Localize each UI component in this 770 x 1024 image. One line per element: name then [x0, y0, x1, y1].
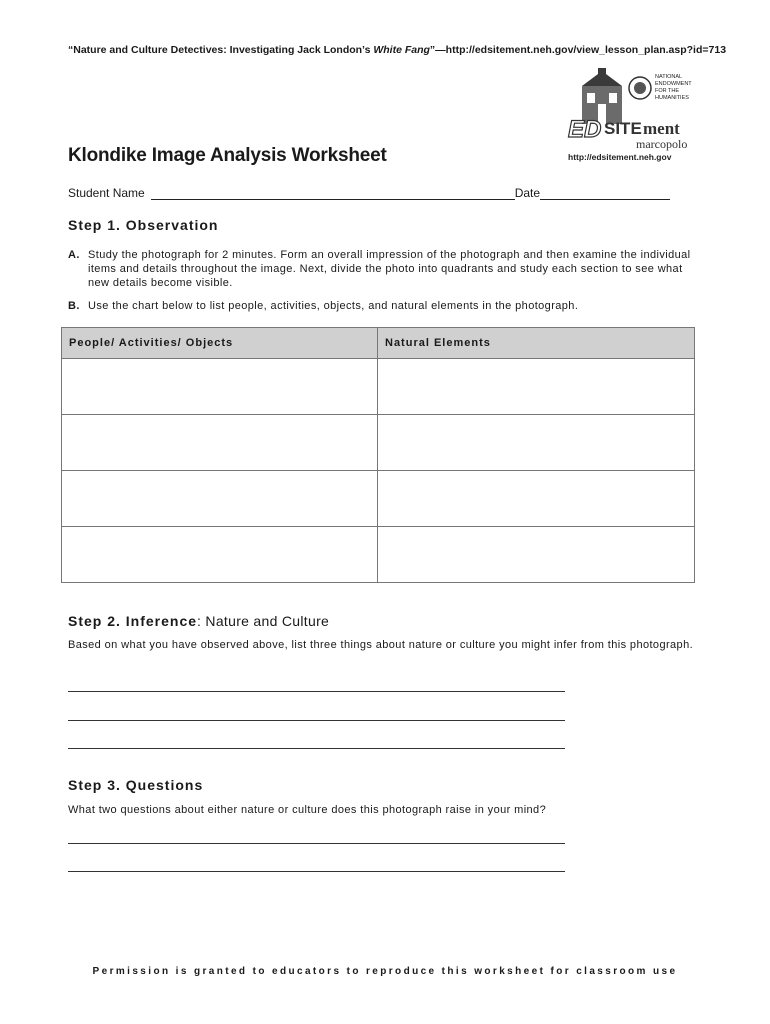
step2-heading: Step 2. Inference: Nature and Culture: [68, 613, 330, 629]
inference-answer-line[interactable]: [68, 691, 565, 692]
table-row: [62, 471, 695, 527]
table-cell[interactable]: [62, 359, 378, 415]
table-row: [62, 415, 695, 471]
step1-heading: Step 1. Observation: [68, 217, 219, 233]
table-cell[interactable]: [378, 471, 695, 527]
neh-seal-icon: [629, 77, 651, 99]
student-name-label: Student Name: [68, 186, 145, 200]
lesson-header: “Nature and Culture Detectives: Investigating Jack London’s White Fang”—http://edsitement.neh.gov/view_lesson_plan.asp?id=713: [68, 44, 727, 56]
item-a-marker: A.: [68, 249, 80, 261]
item-b-marker: B.: [68, 300, 80, 312]
question-answer-line[interactable]: [68, 843, 565, 844]
neh-line3: FOR THE: [655, 88, 680, 94]
logo-ed: ED: [568, 116, 602, 143]
permission-footer: Permission is granted to educators to reproduce this worksheet for classroom use: [92, 966, 678, 977]
worksheet-title: Klondike Image Analysis Worksheet: [68, 145, 387, 166]
col-people-activities-objects: People/ Activities/ Objects: [62, 328, 378, 359]
table-cell[interactable]: [62, 471, 378, 527]
observation-chart: [61, 327, 695, 583]
table-cell[interactable]: [62, 527, 378, 583]
neh-line2: ENDOWMENT: [655, 81, 692, 87]
step2-text: Based on what you have observed above, list three things about nature or culture you might infer from this photograph.: [68, 639, 694, 651]
step3-heading: Step 3. Questions: [68, 777, 204, 793]
book-title: White Fang: [373, 44, 430, 56]
table-row: [62, 359, 695, 415]
col-natural-elements: Natural Elements: [378, 328, 695, 359]
logo-site: SITE: [604, 119, 642, 138]
edsitement-logo: [558, 66, 718, 166]
logo-marcopolo: marcopolo: [636, 137, 688, 151]
step3-text: What two questions about either nature or culture does this photograph raise in your mind?: [68, 804, 547, 816]
table-cell[interactable]: [378, 359, 695, 415]
date-line[interactable]: [540, 187, 670, 200]
logo-ment: ment: [643, 119, 680, 138]
item-a-text: Study the photograph for 2 minutes. Form an overall impression of the photograph and then examine the individual items and details throughout the image. Next, divide the photo into quadrants and study each section to see what new details become visible.: [88, 249, 691, 289]
step1-item-a: [68, 248, 698, 290]
step1-item-b: [68, 299, 698, 313]
table-cell[interactable]: [378, 415, 695, 471]
student-info-row: [68, 186, 670, 200]
table-cell[interactable]: [378, 527, 695, 583]
inference-answer-line[interactable]: [68, 748, 565, 749]
question-answer-line[interactable]: [68, 871, 565, 872]
logo-url: http://edsitement.neh.gov: [568, 152, 672, 162]
table-cell[interactable]: [62, 415, 378, 471]
inference-answer-line[interactable]: [68, 720, 565, 721]
date-label: Date: [514, 186, 541, 200]
table-row: [62, 527, 695, 583]
student-name-line[interactable]: [151, 187, 515, 200]
item-b-text: Use the chart below to list people, activities, objects, and natural elements in the photograph.: [88, 300, 579, 312]
neh-line1: NATIONAL: [655, 74, 683, 80]
neh-line4: HUMANITIES: [655, 95, 689, 101]
